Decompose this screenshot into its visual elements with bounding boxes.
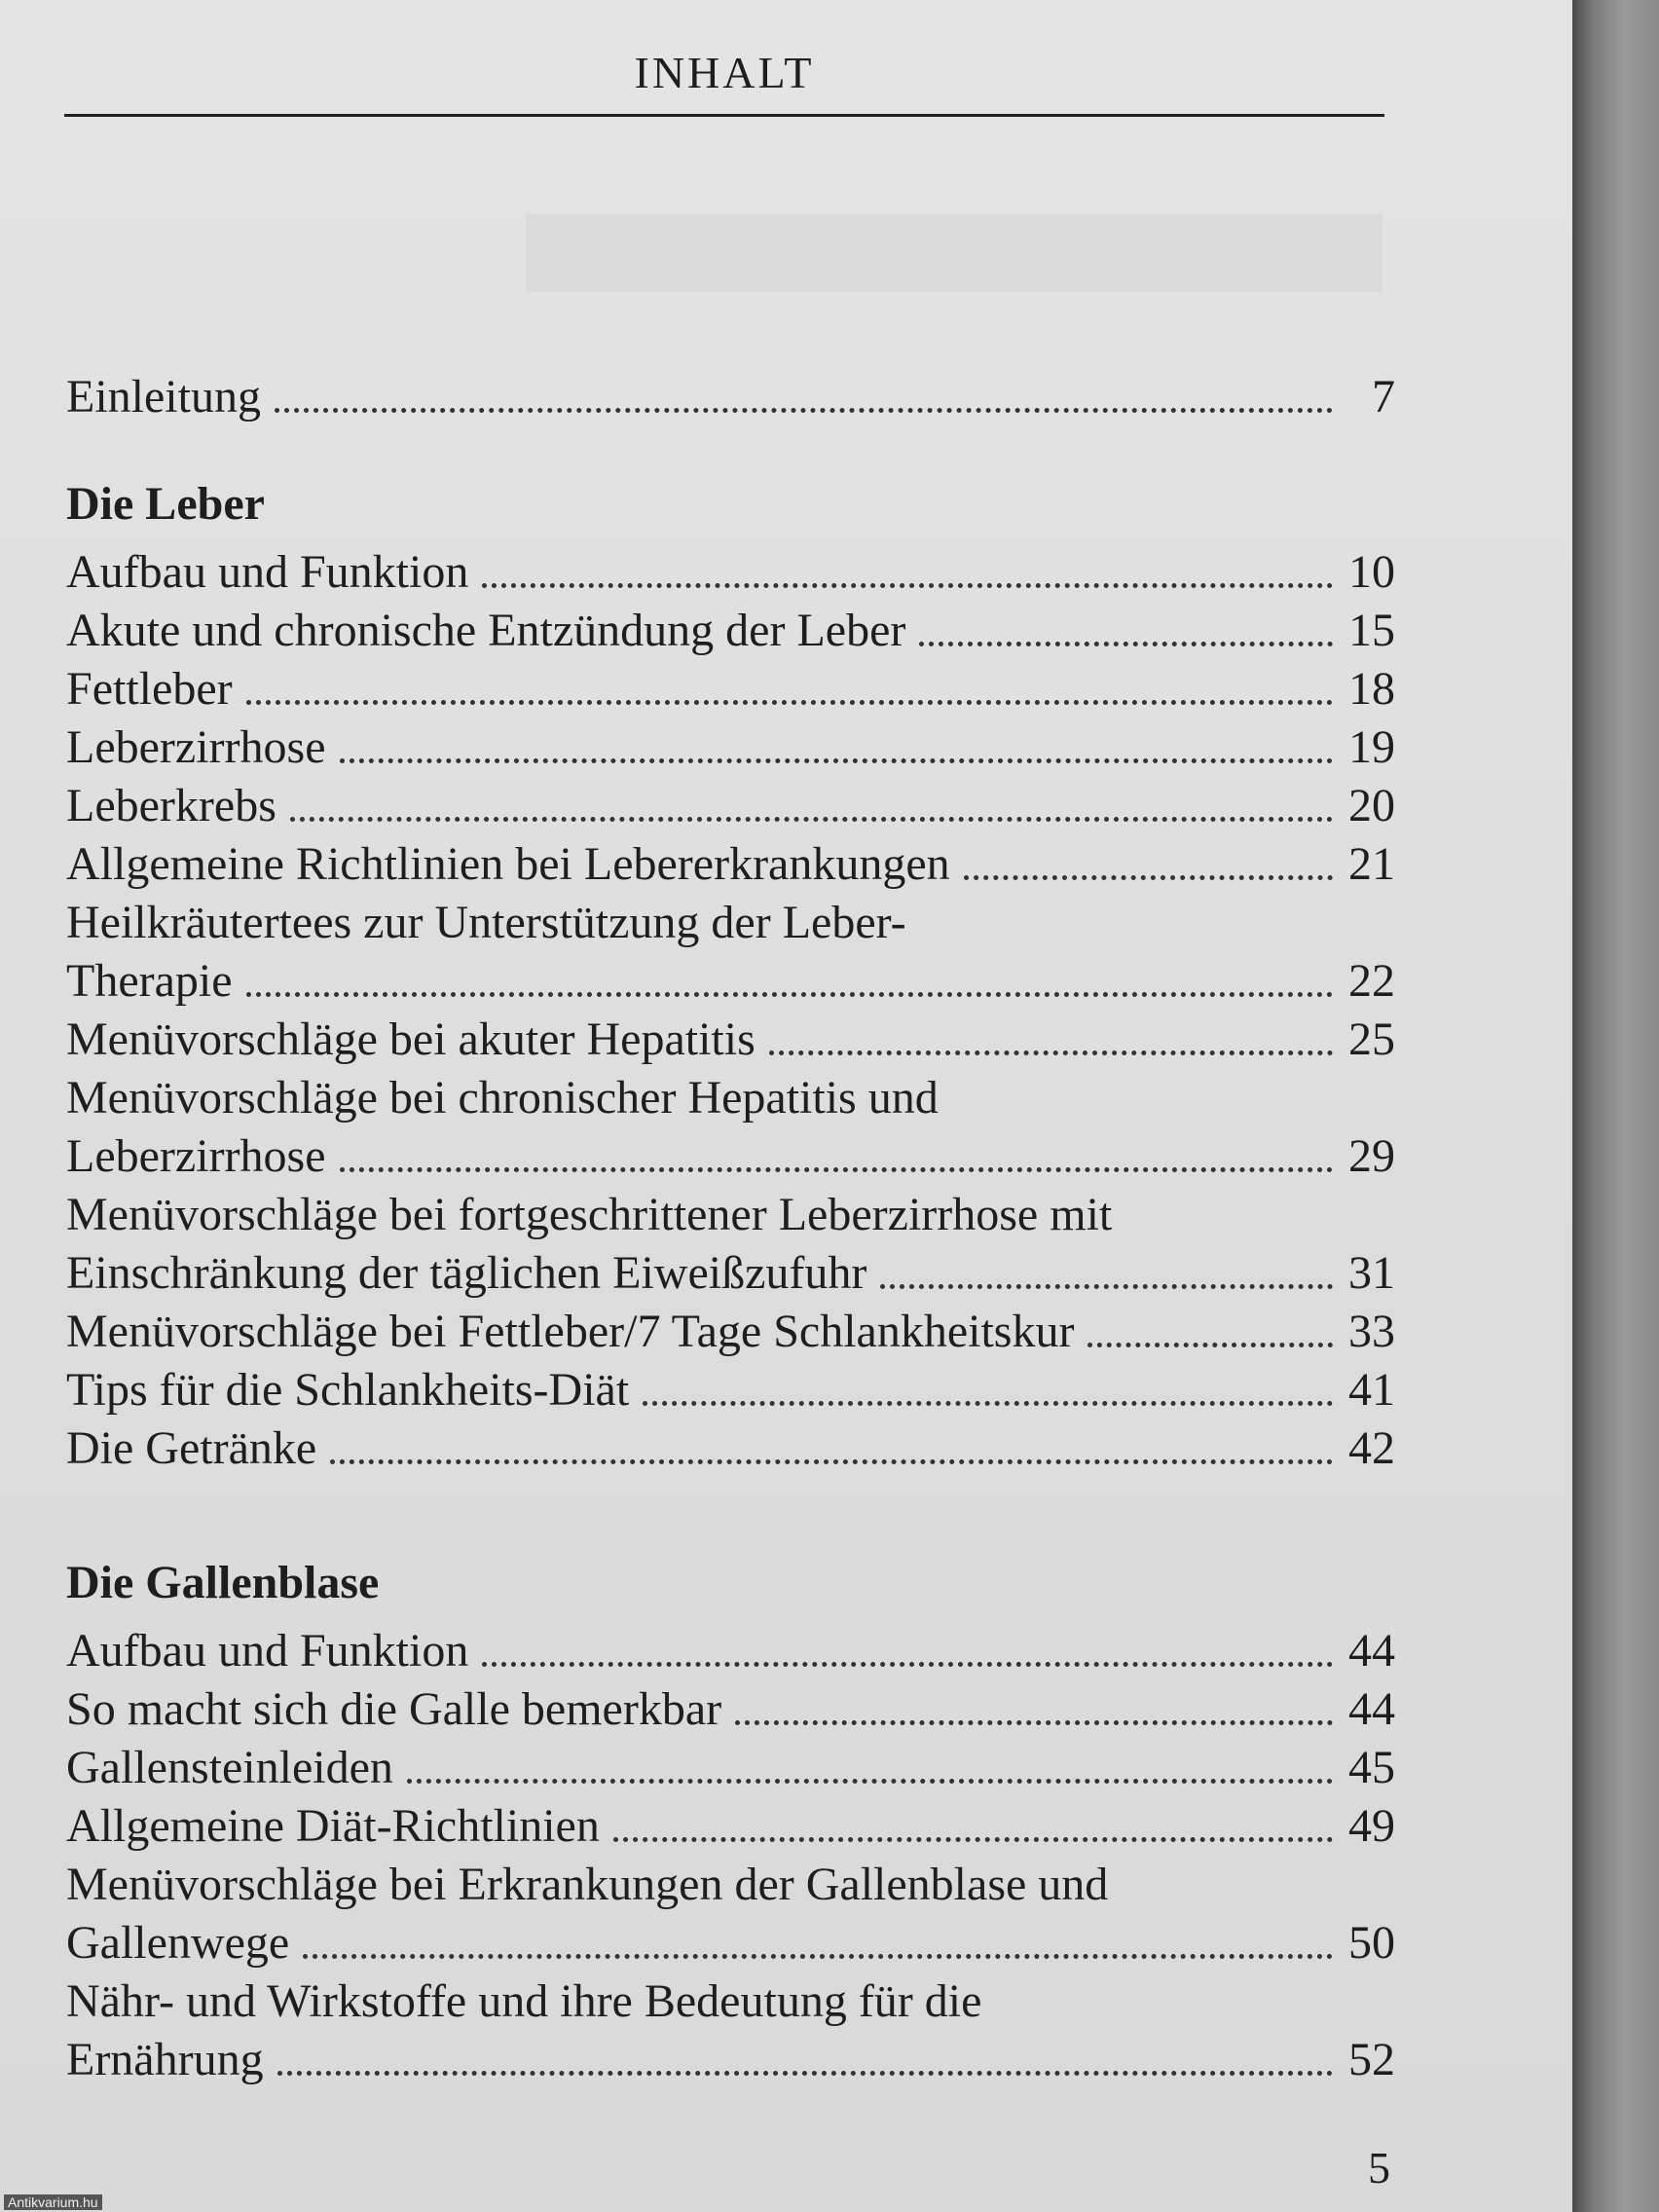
toc-entry[interactable] <box>66 1622 1395 1680</box>
dot-leader <box>769 1051 1333 1055</box>
toc-entry[interactable] <box>66 1069 1395 1186</box>
toc-entry[interactable] <box>66 1303 1395 1361</box>
table-of-contents <box>66 368 1395 2089</box>
show-through-bleed <box>526 214 1382 292</box>
page-number: 5 <box>1368 2143 1390 2193</box>
toc-entry-title: Aufbau und Funktion <box>66 1625 469 1677</box>
toc-entry[interactable] <box>66 894 1395 1011</box>
toc-entry[interactable] <box>66 1680 1395 1739</box>
watermark: Antikvarium.hu <box>4 2194 102 2210</box>
toc-entry[interactable] <box>66 543 1395 602</box>
dot-leader <box>482 583 1333 588</box>
page-stack-edge <box>1572 0 1659 2212</box>
toc-entry[interactable] <box>66 660 1395 719</box>
toc-entry-title: Einleitung <box>66 371 261 423</box>
toc-entry-page: 10 <box>1348 546 1395 598</box>
toc-entry[interactable] <box>66 1972 1395 2089</box>
toc-entry-page: 42 <box>1348 1422 1395 1474</box>
toc-entry[interactable] <box>66 1361 1395 1419</box>
toc-entry[interactable] <box>66 602 1395 660</box>
section-title: Die Gallenblase <box>66 1557 380 1608</box>
toc-entry-page: 41 <box>1348 1364 1395 1416</box>
toc-entry-page: 29 <box>1348 1130 1395 1182</box>
toc-entry-page: 15 <box>1348 605 1395 656</box>
dot-leader <box>340 758 1333 763</box>
toc-entry-title: Leberkrebs <box>66 780 276 831</box>
toc-entry-title: Menüvorschläge bei Erkrankungen der Gallenblase und <box>66 1859 1109 1910</box>
toc-entry-page: 21 <box>1348 838 1395 890</box>
toc-entry-title: Die Getränke <box>66 1422 317 1474</box>
toc-entry-title-cont: Therapie <box>66 955 233 1007</box>
toc-entry[interactable] <box>66 719 1395 777</box>
toc-entry-page: 31 <box>1348 1247 1395 1299</box>
toc-entry-page: 45 <box>1348 1742 1395 1793</box>
page-header-title: INHALT <box>634 48 815 97</box>
toc-entry[interactable] <box>66 835 1395 894</box>
toc-entry-page: 7 <box>1372 371 1395 423</box>
toc-entry-title-cont: Ernährung <box>66 2034 264 2085</box>
toc-entry-page: 22 <box>1348 955 1395 1007</box>
toc-entry-title: Menüvorschläge bei Fettleber/7 Tage Schlankheitskur <box>66 1306 1075 1357</box>
dot-leader <box>735 1720 1333 1725</box>
toc-entry[interactable] <box>66 1797 1395 1856</box>
dot-leader <box>246 992 1333 997</box>
toc-entry-title: Tips für die Schlankheits-Diät <box>66 1364 630 1416</box>
toc-entry-title: Heilkräutertees zur Unterstützung der Leber- <box>66 897 906 948</box>
dot-leader <box>964 875 1333 880</box>
toc-entry-title-cont: Leberzirrhose <box>66 1130 326 1182</box>
toc-entry-title: Leberzirrhose <box>66 721 326 773</box>
toc-entry-title-cont: Gallenwege <box>66 1917 290 1969</box>
dot-leader <box>1088 1343 1333 1347</box>
header-rule <box>64 114 1384 117</box>
toc-entry-page: 19 <box>1348 721 1395 773</box>
toc-entry-title: Allgemeine Richtlinien bei Lebererkrankungen <box>66 838 950 890</box>
toc-entry[interactable] <box>66 1419 1395 1478</box>
dot-leader <box>482 1662 1333 1667</box>
toc-entry-page: 50 <box>1348 1917 1395 1969</box>
dot-leader <box>919 642 1333 646</box>
dot-leader <box>277 2071 1333 2076</box>
dot-leader <box>246 700 1333 705</box>
toc-section-leber <box>66 475 1395 1478</box>
toc-entry[interactable] <box>66 368 1395 426</box>
toc-entry-page: 20 <box>1348 780 1395 831</box>
toc-entry-title: Nähr- und Wirkstoffe und ihre Bedeutung für die <box>66 1975 982 2027</box>
toc-entry-title: So macht sich die Galle bemerkbar <box>66 1683 722 1735</box>
toc-entry-title: Allgemeine Diät-Richtlinien <box>66 1800 600 1852</box>
section-title: Die Leber <box>66 478 265 530</box>
dot-leader <box>290 817 1333 822</box>
toc-entry[interactable] <box>66 1011 1395 1069</box>
toc-entry-page: 44 <box>1348 1683 1395 1735</box>
toc-entry-page: 33 <box>1348 1306 1395 1357</box>
dot-leader <box>330 1459 1333 1464</box>
toc-entry[interactable] <box>66 1186 1395 1303</box>
toc-entry-page: 18 <box>1348 663 1395 715</box>
dot-leader <box>880 1284 1333 1289</box>
toc-entry-title: Gallensteinleiden <box>66 1742 393 1793</box>
toc-entry-title: Aufbau und Funktion <box>66 546 469 598</box>
toc-entry[interactable] <box>66 777 1395 835</box>
toc-entry-title: Menüvorschläge bei fortgeschrittener Leberzirrhose mit <box>66 1189 1113 1240</box>
toc-entry-title-cont: Einschränkung der täglichen Eiweißzufuhr <box>66 1247 867 1299</box>
dot-leader <box>275 408 1333 413</box>
dot-leader <box>643 1401 1333 1406</box>
toc-entry-title: Menüvorschläge bei akuter Hepatitis <box>66 1014 756 1065</box>
toc-entry-page: 25 <box>1348 1014 1395 1065</box>
toc-entry[interactable] <box>66 1856 1395 1972</box>
toc-entry-page: 52 <box>1348 2034 1395 2085</box>
dot-leader <box>340 1167 1333 1172</box>
dot-leader <box>613 1837 1333 1842</box>
toc-entry-title: Fettleber <box>66 663 233 715</box>
toc-entry-page: 44 <box>1348 1625 1395 1677</box>
toc-entry-title: Menüvorschläge bei chronischer Hepatitis und <box>66 1072 939 1124</box>
toc-section-intro <box>66 368 1395 426</box>
toc-entry[interactable] <box>66 1739 1395 1797</box>
dot-leader <box>407 1779 1333 1784</box>
dot-leader <box>303 1954 1333 1959</box>
toc-entry-page: 49 <box>1348 1800 1395 1852</box>
toc-section-gallenblase <box>66 1554 1395 2089</box>
toc-entry-title: Akute und chronische Entzündung der Leber <box>66 605 906 656</box>
